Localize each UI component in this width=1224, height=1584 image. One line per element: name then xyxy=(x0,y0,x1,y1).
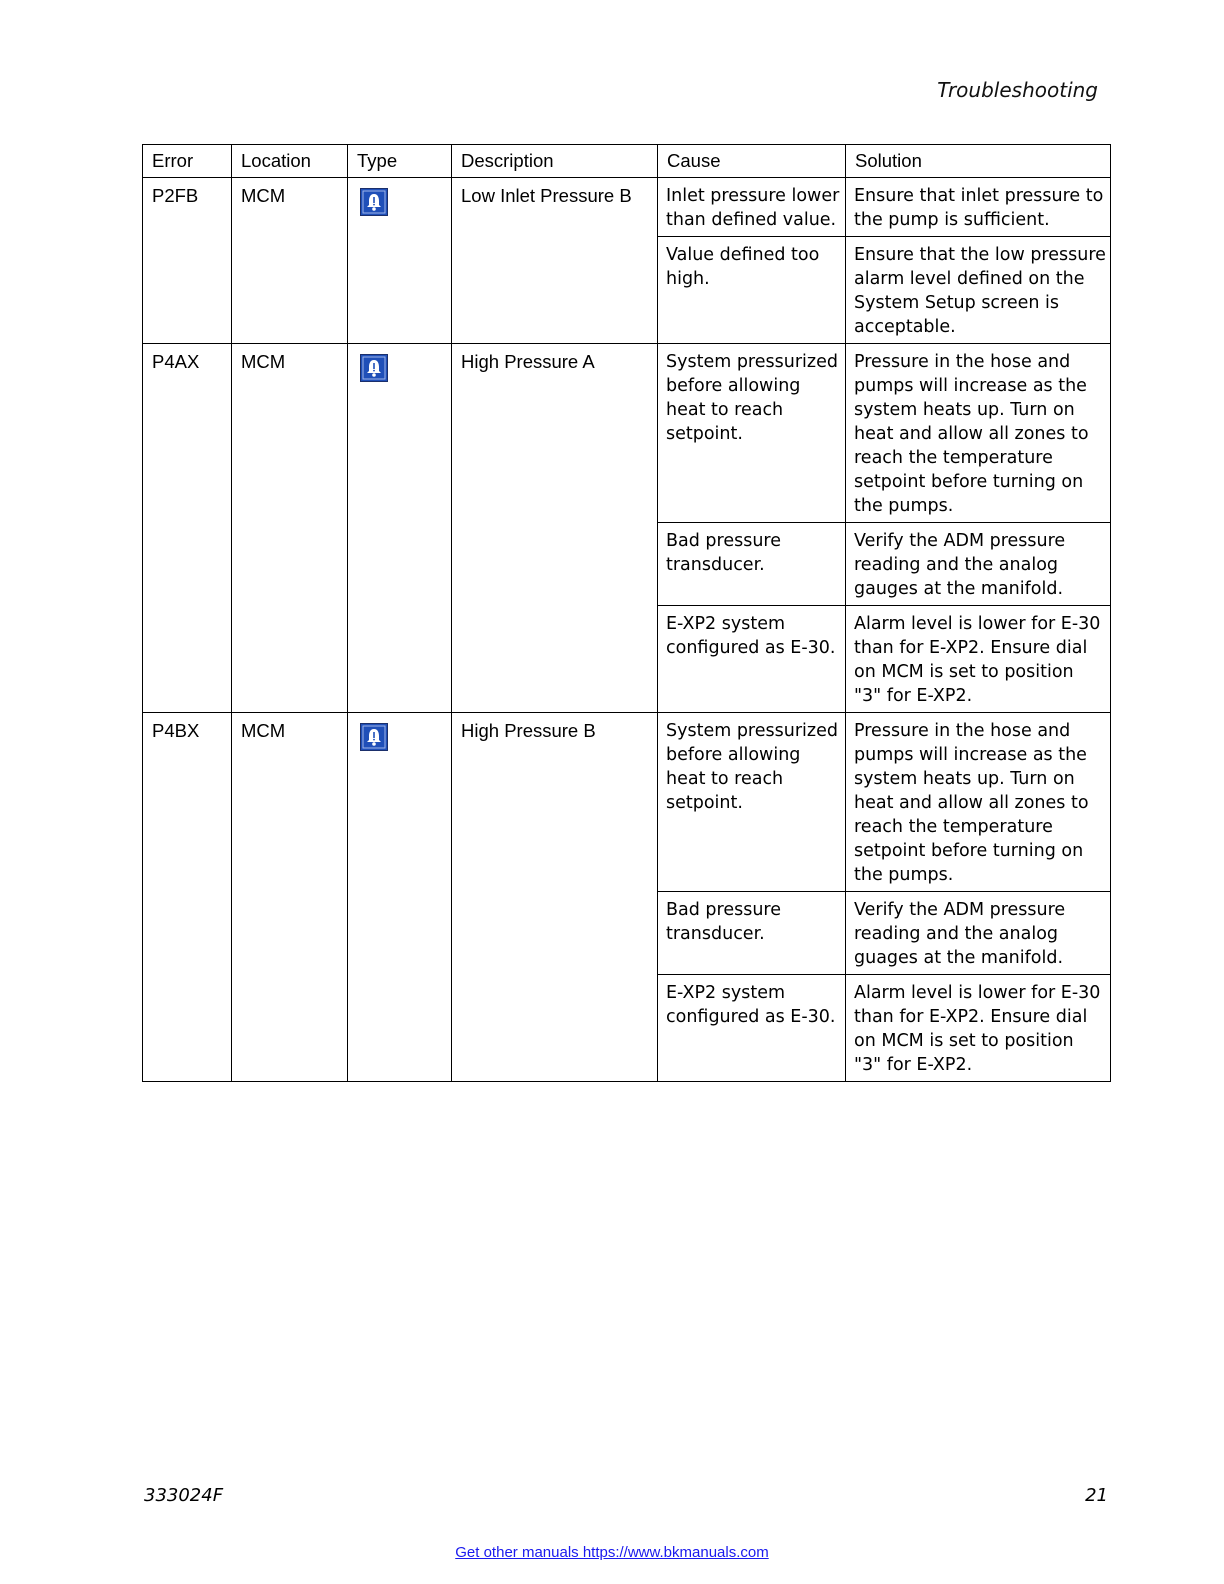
doc-number: 333024F xyxy=(144,1485,224,1506)
solution: Alarm level is lower for E-30 than for E-XP2. Ensure dial on MCM is set to position "3" for E-XP2. xyxy=(846,975,1111,1082)
location: MCM xyxy=(232,178,348,344)
header-cause: Cause xyxy=(658,145,846,178)
solution: Alarm level is lower for E-30 than for E-XP2. Ensure dial on MCM is set to position "3" for E-XP2. xyxy=(846,606,1111,713)
cause: System pressurized before allowing heat to reach setpoint. xyxy=(658,713,846,892)
description: Low Inlet Pressure B xyxy=(452,178,658,344)
cause: System pressurized before allowing heat to reach setpoint. xyxy=(658,344,846,523)
alarm-bell-icon xyxy=(360,723,388,751)
solution: Pressure in the hose and pumps will increase as the system heats up. Turn on heat and allow all zones to reach the temperature setpoint before turning on the pumps. xyxy=(846,344,1111,523)
alarm-bell-icon xyxy=(360,188,388,216)
header-solution: Solution xyxy=(846,145,1111,178)
section-title: Troubleshooting xyxy=(937,78,1098,102)
location: MCM xyxy=(232,713,348,1082)
solution: Ensure that the low pressure alarm level defined on the System Setup screen is acceptable. xyxy=(846,237,1111,344)
error-code: P2FB xyxy=(143,178,232,344)
cause: Bad pressure transducer. xyxy=(658,892,846,975)
type-cell xyxy=(348,713,452,1082)
solution: Verify the ADM pressure reading and the analog gauges at the manifold. xyxy=(846,523,1111,606)
cause: Value defined too high. xyxy=(658,237,846,344)
header-location: Location xyxy=(232,145,348,178)
solution: Ensure that inlet pressure to the pump is sufficient. xyxy=(846,178,1111,237)
error-code: P4BX xyxy=(143,713,232,1082)
header-error: Error xyxy=(143,145,232,178)
header-description: Description xyxy=(452,145,658,178)
header-type: Type xyxy=(348,145,452,178)
location: MCM xyxy=(232,344,348,713)
error-code: P4AX xyxy=(143,344,232,713)
cause: E-XP2 system configured as E-30. xyxy=(658,606,846,713)
cause: Inlet pressure lower than defined value. xyxy=(658,178,846,237)
table-row xyxy=(143,344,1111,523)
solution: Verify the ADM pressure reading and the analog guages at the manifold. xyxy=(846,892,1111,975)
table-row xyxy=(143,178,1111,237)
alarm-bell-icon xyxy=(360,354,388,382)
description: High Pressure B xyxy=(452,713,658,1082)
type-cell xyxy=(348,344,452,713)
description: High Pressure A xyxy=(452,344,658,713)
troubleshooting-table xyxy=(142,144,1111,1082)
table-row xyxy=(143,713,1111,892)
type-cell xyxy=(348,178,452,344)
manuals-link[interactable]: Get other manuals https://www.bkmanuals.com xyxy=(455,1544,769,1561)
page-number: 21 xyxy=(1085,1485,1108,1506)
solution: Pressure in the hose and pumps will increase as the system heats up. Turn on heat and allow all zones to reach the temperature setpoint before turning on the pumps. xyxy=(846,713,1111,892)
cause: Bad pressure transducer. xyxy=(658,523,846,606)
cause: E-XP2 system configured as E-30. xyxy=(658,975,846,1082)
table-header-row xyxy=(143,145,1111,178)
